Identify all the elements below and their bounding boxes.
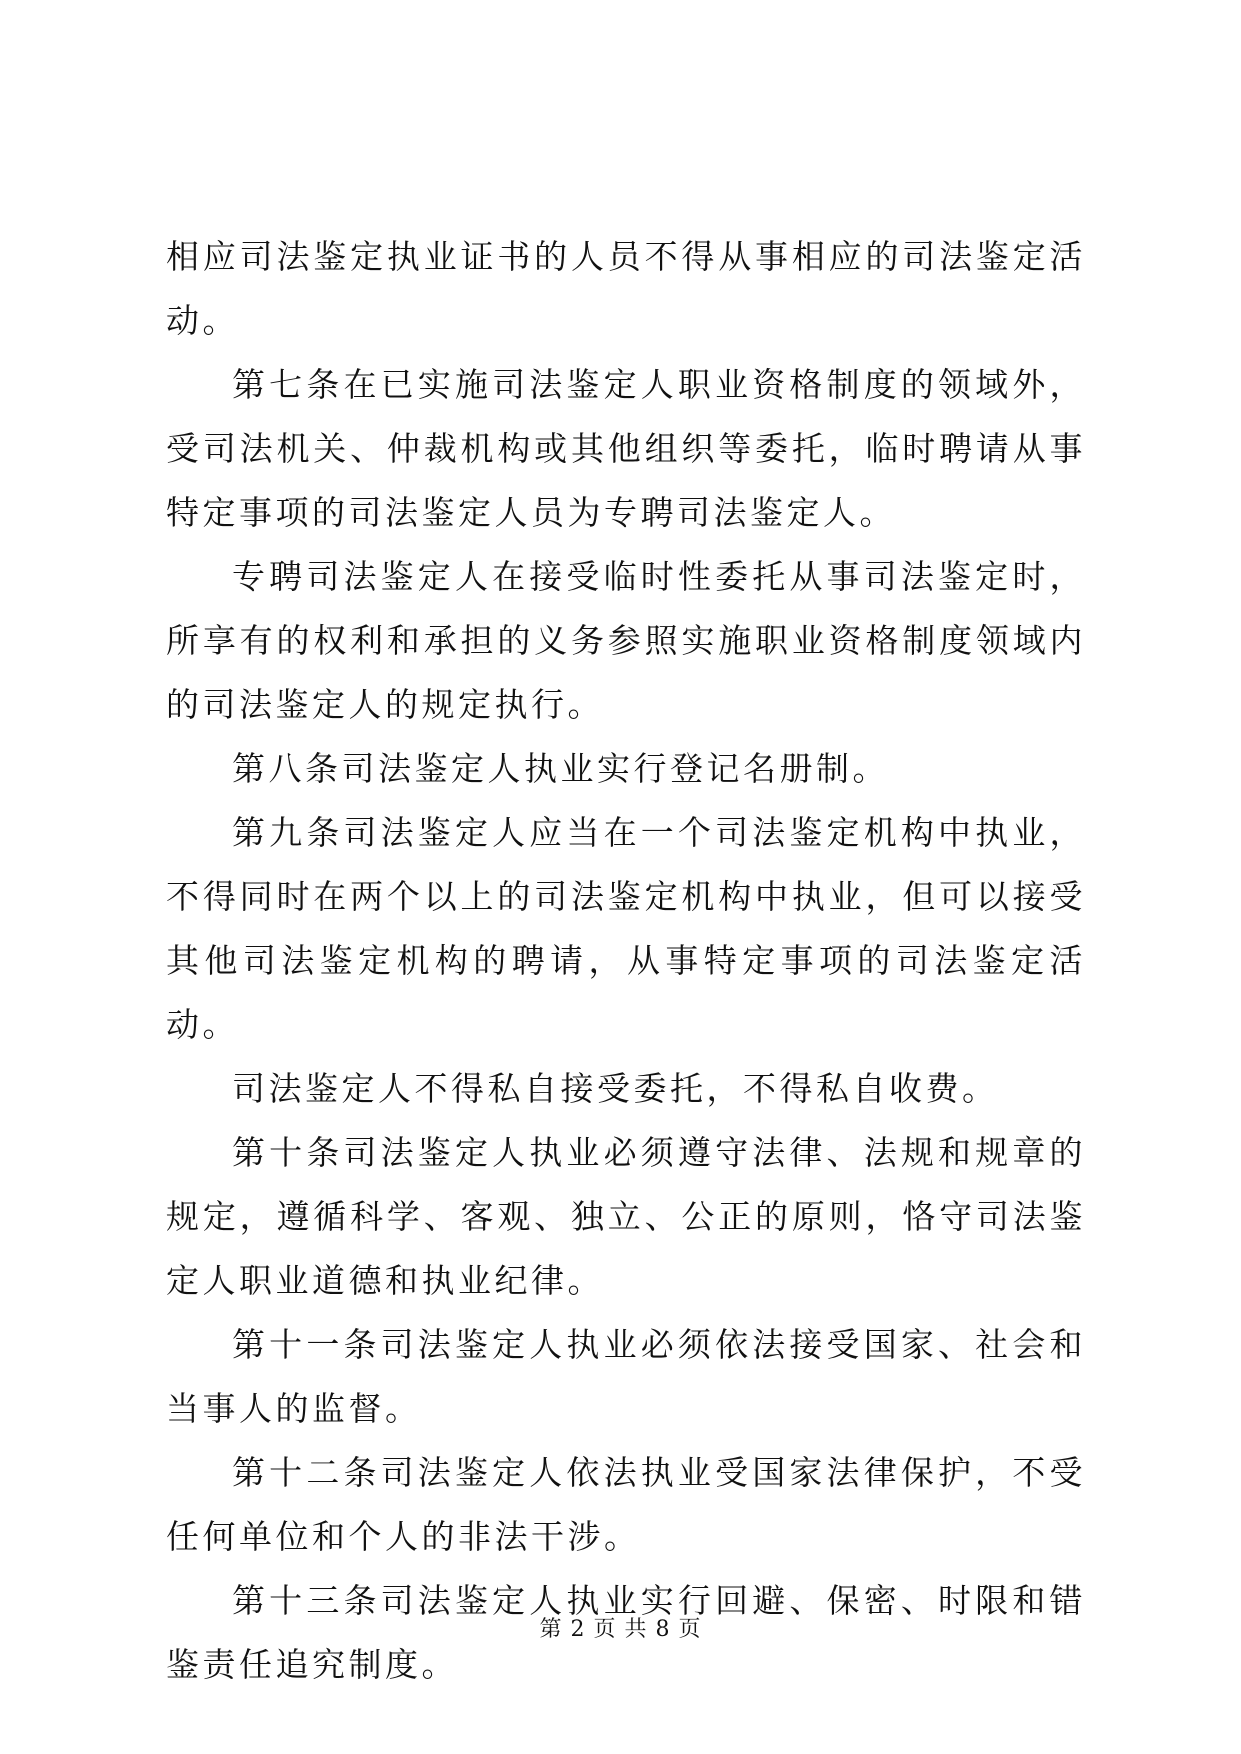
paragraph-article-13: 第十三条司法鉴定人执业实行回避、保密、时限和错鉴责任追究制度。: [166, 1581, 1086, 1684]
paragraph-article-12: 第十二条司法鉴定人依法执业受国家法律保护，不受任何单位和个人的非法干涉。: [166, 1453, 1086, 1556]
paragraph-article-11: 第十一条司法鉴定人执业必须依法接受国家、社会和当事人的监督。: [166, 1325, 1086, 1428]
paragraph-no-private-commission: 司法鉴定人不得私自接受委托，不得私自收费。: [232, 1069, 999, 1108]
paragraph-special-appraiser: 专聘司法鉴定人在接受临时性委托从事司法鉴定时，所享有的权利和承担的义务参照实施职业资格制度领域内的司法鉴定人的规定执行。: [166, 557, 1086, 724]
paragraph-continuation: 相应司法鉴定执业证书的人员不得从事相应的司法鉴定活动。: [166, 237, 1086, 340]
paragraph-article-9: 第九条司法鉴定人应当在一个司法鉴定机构中执业，不得同时在两个以上的司法鉴定机构中执业，但可以接受其他司法鉴定机构的聘请，从事特定事项的司法鉴定活动。: [166, 813, 1086, 1044]
document-body: [166, 225, 1086, 1697]
paragraph-article-7: 第七条在已实施司法鉴定人职业资格制度的领域外，受司法机关、仲裁机构或其他组织等委托，临时聘请从事特定事项的司法鉴定人员为专聘司法鉴定人。: [166, 365, 1086, 532]
paragraph-article-8: 第八条司法鉴定人执业实行登记名册制。: [232, 749, 889, 788]
paragraph-article-10: 第十条司法鉴定人执业必须遵守法律、法规和规章的规定，遵循科学、客观、独立、公正的原则，恪守司法鉴定人职业道德和执业纪律。: [166, 1133, 1086, 1300]
page-number: 第 2 页 共 8 页: [539, 1617, 702, 1642]
page-footer: [0, 1612, 1241, 1643]
